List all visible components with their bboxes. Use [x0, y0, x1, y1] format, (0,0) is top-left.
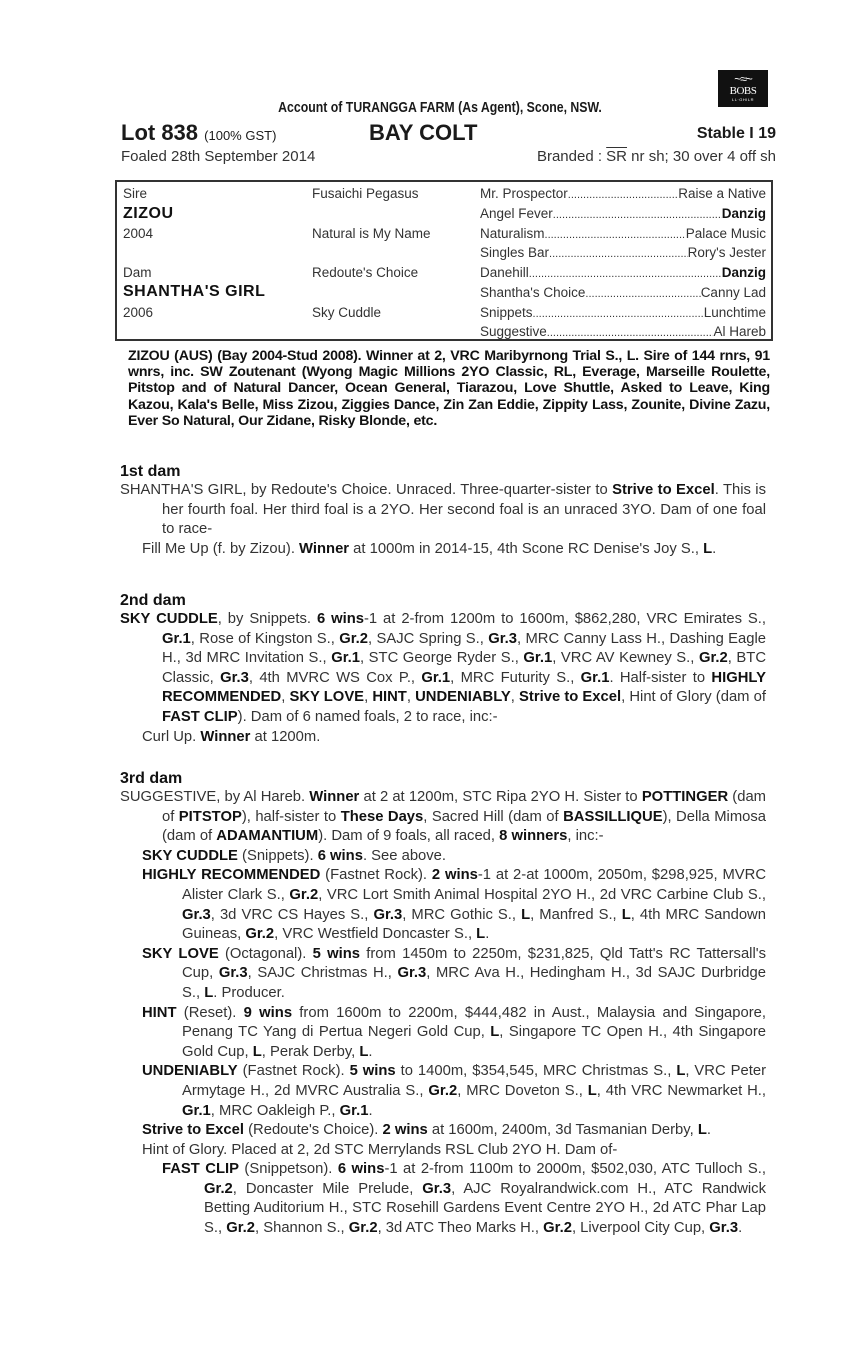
ancestor: Shantha's Choice [480, 285, 586, 300]
win-status: Winner [299, 540, 350, 557]
horse-name: Strive to Excel [612, 482, 715, 498]
lot-number [121, 120, 276, 149]
emphasis-text: 6 wins [337, 1161, 385, 1178]
ancestor: Mr. Prospector [480, 186, 568, 201]
emphasis-text: Gr.3 [218, 965, 248, 982]
text: , [406, 689, 416, 706]
progeny-entry [120, 1062, 766, 1121]
emphasis-text: Gr.1 [331, 650, 360, 667]
text: , VRC AV Kewney S., [552, 650, 699, 667]
ancestor-sire: Palace Music [685, 226, 766, 241]
section-heading: 3rd dam [120, 770, 183, 787]
dam-name: SHANTHA'S GIRL [123, 283, 266, 300]
dam-paragraph [120, 481, 766, 540]
text: at 2 at 1200m, STC Ripa 2YO H. Sister to [359, 789, 642, 805]
emphasis-text: Gr.3 [488, 630, 518, 647]
text: , [364, 689, 373, 706]
emphasis-text: PITSTOP [178, 808, 242, 825]
ancestor-row [480, 322, 766, 343]
text: , VRC Peter Armytage H., 2d MVRC Australia S., [182, 1063, 767, 1099]
emphasis-text: Strive to Excel [519, 689, 622, 706]
emphasis-text: ADAMANTIUM [216, 828, 319, 845]
text: . [368, 1102, 373, 1119]
text: from 1600m to 2200m, $444,482 in Aust., Malaysia and Singapore, Penang TC Yang di Pertua Negeri Gold Cup, [182, 1004, 766, 1041]
text: at 1600m, 2400m, 3d Tasmanian Derby, [427, 1122, 698, 1139]
text: . [368, 1043, 373, 1060]
text: (Snippets). [237, 847, 318, 864]
emphasis-text: L [676, 1063, 686, 1080]
text: , 4th MVRC WS Cox P., [248, 669, 422, 686]
emphasis-text: Gr.1 [580, 669, 610, 686]
ancestor: Snippets [480, 305, 533, 320]
ancestor-row [480, 303, 766, 324]
emphasis-text: SKY LOVE [289, 689, 365, 706]
emphasis-text: 6 wins [316, 611, 364, 627]
ancestor-sire: Rory's Jester [687, 245, 766, 260]
text: (Fastnet Rock). [320, 867, 432, 884]
emphasis-text: Gr.3 [182, 906, 211, 923]
text: . [706, 1122, 711, 1139]
text: -1 at 2-from 1100m to 2000m, $502,030, ATC Tulloch S., [384, 1161, 766, 1178]
emphasis-text: 9 wins [243, 1004, 293, 1021]
text: from 1450m to 2250m, $231,825, Qld Tatt's RC Tattersall's Cup, [182, 945, 766, 982]
granddam-maternal: Sky Cuddle [312, 305, 382, 320]
ancestor-row [480, 263, 766, 284]
emphasis-text: 2 wins [382, 1122, 428, 1139]
text: , SAJC Christmas H., [247, 965, 398, 982]
leader-dots [545, 224, 686, 245]
logo-text: BOBS [729, 85, 757, 97]
grand-progeny-entry [120, 1160, 766, 1238]
ancestor: Suggestive [480, 324, 547, 339]
logo-subtext: LL·GHILR [731, 97, 754, 102]
text: SHANTHA'S GIRL, by Redoute's Choice. Unraced. Three-quarter-sister to [120, 482, 613, 498]
emphasis-text: Gr.1 [523, 650, 553, 667]
text: Fill Me Up (f. by Zizou). [142, 540, 300, 557]
text: (Octagonal). [218, 945, 313, 962]
ancestor: Angel Fever [480, 206, 553, 221]
emphasis-text: 8 winners [499, 828, 568, 845]
emphasis-text: Gr.3 [709, 1220, 739, 1237]
emphasis-text: Gr.1 [162, 630, 191, 647]
dam-paragraph [120, 610, 766, 728]
emphasis-text: 2 wins [431, 867, 478, 884]
emphasis-text: L [697, 1122, 707, 1139]
emphasis-text: BASSILLIQUE [563, 808, 663, 825]
emphasis-text: HIGHLY RECOMMENDED [142, 867, 321, 884]
emphasis-text: Gr.3 [397, 965, 427, 982]
emphasis-text: SKY CUDDLE [120, 611, 218, 627]
ancestor-sire: Danzig [721, 206, 766, 221]
progeny-entry [120, 1121, 766, 1141]
foaled-date: Foaled 28th September 2014 [121, 148, 316, 165]
text: , BTC Classic, [162, 650, 766, 686]
emphasis-text: L [359, 1043, 369, 1060]
emphasis-text: Gr.2 [245, 926, 275, 943]
emphasis-text: Gr.1 [339, 1102, 369, 1119]
leader-dots [533, 303, 704, 324]
text: (Snippetson). [238, 1161, 338, 1178]
emphasis-text: FAST CLIP [162, 708, 238, 725]
text: (dam of [162, 789, 767, 825]
leader-dots [529, 263, 722, 284]
text: , AJC Royalrandwick.com H., ATC Randwick Betting Auditorium H., STC Rosehill Gardens Event Centre 2YO H., 2d ATC Phar Lap S., [204, 1180, 766, 1237]
text: -1 at 2-from 1200m to 1600m, $862,280, VRC Emirates S., [363, 611, 766, 627]
text: , Shannon S., [255, 1220, 349, 1237]
ancestor: Singles Bar [480, 245, 550, 260]
granddam-paternal: Natural is My Name [312, 226, 431, 241]
grandsire-paternal: Fusaichi Pegasus [312, 186, 419, 201]
dam-paragraph [120, 788, 766, 847]
text: , STC George Ryder S., [359, 650, 524, 667]
text: , Doncaster Mile Prelude, [232, 1180, 423, 1197]
emphasis-text: Gr.2 [698, 650, 728, 667]
text: , by Snippets. [217, 611, 317, 627]
gst-note: (100% GST) [204, 128, 277, 143]
emphasis-text: SKY LOVE [142, 945, 219, 962]
progeny-entry [120, 728, 766, 748]
progeny-entry [120, 847, 766, 867]
text: , MRC Doveton S., [457, 1082, 588, 1099]
text: , Manfred S., [530, 906, 622, 923]
sire-label: Sire [123, 186, 148, 201]
emphasis-text: Gr.2 [226, 1220, 255, 1237]
emphasis-text: Gr.1 [182, 1102, 211, 1119]
text: SUGGESTIVE, by Al Hareb. [120, 789, 310, 805]
text: , [510, 689, 520, 706]
text: , 3d ATC Theo Marks H., [377, 1220, 544, 1237]
ancestor: Danehill [480, 265, 529, 280]
ancestor-row [480, 283, 766, 304]
emphasis-text: FAST CLIP [162, 1161, 239, 1178]
text: at 1000m in 2014-15, 4th Scone RC Denise's Joy S., [349, 540, 704, 557]
ancestor-sire: Danzig [721, 265, 766, 280]
ancestor-sire: Al Hareb [713, 324, 766, 339]
race-grade: L [703, 540, 713, 557]
ancestor-row [480, 243, 766, 264]
text: , VRC Lort Smith Animal Hospital 2YO H., 2d VRC Carbine Club S., [318, 886, 766, 903]
sire-year: 2004 [123, 226, 154, 241]
emphasis-text: 5 wins [312, 945, 360, 962]
emphasis-text: L [252, 1043, 262, 1060]
ancestor-row [480, 224, 766, 245]
text: , MRC Ava H., Hedingham H., 3d SAJC Durbridge S., [182, 965, 766, 1001]
brand-mark: $\overline{SR}$ [606, 148, 628, 165]
brand-info [537, 148, 776, 165]
text: . [738, 1220, 743, 1237]
text: , Rose of Kingston S., [190, 630, 340, 647]
emphasis-text: UNDENIABLY [415, 689, 511, 706]
sire-summary: ZIZOU (AUS) (Bay 2004-Stud 2008). Winner at 2, VRC Maribyrnong Trial S., L. Sire of 144 rnrs, 91 wnrs, inc. SW Zoutenant (Wyong Magic Millions 2YO Classic, RL, Everage, Marseille Roulette, Pitstop and of Natural Dancer, Ocean General, Tiarazou, Love Shuttle, Asked to Leave, King Kazou, Kala's Belle, Miss Zizou, Ziggies Dance, Zin Zan Eddie, Zippity Lass, Zounite, Divine Zazu, Ever So Natural, Our Zidane, Risky Blonde, etc. [128, 348, 770, 429]
text: . Half-sister to [609, 669, 712, 686]
text: at 1200m. [250, 728, 321, 745]
emphasis-text: Gr.2 [339, 630, 369, 647]
text: , Singapore TC Open H., 4th Singapore Gold Cup, [182, 1024, 766, 1060]
emphasis-text: Gr.2 [348, 1220, 378, 1237]
text: , MRC Futurity S., [450, 669, 581, 686]
emphasis-text: POTTINGER [641, 789, 729, 805]
ancestor-sire: Canny Lad [700, 285, 766, 300]
leader-dots [553, 204, 722, 225]
ancestor-sire: Lunchtime [703, 305, 766, 320]
text: , inc:- [567, 828, 604, 845]
text: -1 at 2-at 1000m, 2050m, $298,925, MVRC Alister Clark S., [182, 867, 767, 903]
text: to 1400m, $354,545, MRC Christmas S., [395, 1063, 677, 1080]
emphasis-text: L [490, 1024, 500, 1041]
horse-rider-icon: ~≈~ [734, 72, 752, 86]
lot-label: Lot 838 [121, 120, 199, 145]
emphasis-text: 6 wins [317, 847, 363, 864]
text: , Perak Derby, [261, 1043, 360, 1060]
sire-name: ZIZOU [123, 205, 174, 222]
text: (Fastnet Rock). [237, 1063, 350, 1080]
brand-prefix: Branded : [536, 148, 607, 165]
text: , Sacred Hill (dam of [423, 808, 564, 825]
first-dam-section [120, 463, 766, 559]
text: . See above. [362, 847, 447, 864]
emphasis-text: HINT [372, 689, 407, 706]
text: , SAJC Spring S., [368, 630, 489, 647]
text: . [485, 926, 490, 943]
emphasis-text: Gr.3 [422, 1180, 452, 1197]
stable-number: Stable I 19 [696, 125, 776, 142]
text: , MRC Gothic S., [402, 906, 522, 923]
color-sex: BAY COLT [369, 120, 478, 145]
emphasis-text: L [621, 906, 631, 923]
emphasis-text: Gr.2 [204, 1180, 233, 1197]
ancestor-row [480, 184, 766, 205]
ancestor: Naturalism [480, 226, 545, 241]
progeny-entry [120, 1004, 766, 1063]
emphasis-text: 5 wins [349, 1063, 396, 1080]
text: (Reset). [176, 1004, 244, 1021]
text: , MRC Oakleigh P., [210, 1102, 340, 1119]
text: . Producer. [213, 984, 285, 1001]
text: . [712, 540, 717, 557]
emphasis-text: Gr.3 [373, 906, 403, 923]
lot-header [121, 120, 776, 146]
text: , MRC Canny Lass H., Dashing Eagle H., 3d MRC Invitation S., [162, 630, 766, 667]
progeny-entry [120, 945, 766, 1004]
text: Curl Up. [142, 728, 201, 745]
ancestor-row [480, 204, 766, 225]
text: , 4th VRC Newmarket H., [596, 1082, 766, 1099]
text: ). Dam of 9 foals, all raced, [318, 828, 500, 845]
emphasis-text: SKY CUDDLE [142, 847, 238, 864]
emphasis-text: UNDENIABLY [142, 1063, 238, 1080]
dam-year: 2006 [123, 305, 154, 320]
text: (Redoute's Choice). [243, 1122, 383, 1139]
section-heading: 2nd dam [120, 592, 186, 609]
text: , [281, 689, 290, 706]
leader-dots [547, 322, 714, 343]
leader-dots [549, 243, 688, 264]
leader-dots [568, 184, 678, 205]
leader-dots [585, 283, 700, 304]
grandsire-maternal: Redoute's Choice [312, 265, 419, 280]
text: , Liverpool City Cup, [571, 1220, 710, 1237]
text: ), Della Mimosa (dam of [162, 808, 767, 845]
text: ), half-sister to [241, 808, 341, 825]
emphasis-text: Gr.2 [543, 1220, 572, 1237]
emphasis-text: HIGHLY RECOMMENDED [162, 669, 766, 706]
progeny-entry [120, 540, 766, 560]
emphasis-text: Winner [200, 728, 251, 745]
dam-label: Dam [123, 265, 152, 280]
third-dam-section [120, 770, 766, 1239]
emphasis-text: L [587, 1082, 597, 1099]
pedigree-table [115, 180, 773, 341]
progeny-entry [120, 866, 766, 944]
progeny-entry: Hint of Glory. Placed at 2, 2d STC Merrylands RSL Club 2YO H. Dam of- [142, 1141, 618, 1158]
emphasis-text: HINT [142, 1004, 177, 1021]
emphasis-text: Gr.3 [220, 669, 249, 686]
emphasis-text: These Days [340, 808, 424, 825]
brand-suffix: nr sh; 30 over 4 off sh [627, 148, 776, 165]
emphasis-text: L [204, 984, 214, 1001]
text: , 4th MRC Sandown Guineas, [182, 906, 766, 943]
second-dam-section [120, 592, 766, 747]
vendor-account: Account of TURANGGA FARM (As Agent), Scone, NSW. [278, 99, 602, 116]
emphasis-text: L [521, 906, 531, 923]
emphasis-text: L [476, 926, 486, 943]
text: . This is her fourth foal. Her third foal is a 2YO. Her second foal is an unraced 3YO. Dam of one foal to race- [162, 482, 766, 538]
emphasis-text: Gr.1 [421, 669, 451, 686]
emphasis-text: Gr.2 [289, 886, 319, 903]
ancestor-sire: Raise a Native [678, 186, 766, 201]
text: , Hint of Glory (dam of [621, 689, 766, 706]
text: , 3d VRC CS Hayes S., [210, 906, 374, 923]
emphasis-text: Strive to Excel [142, 1122, 244, 1139]
text: ). Dam of 6 named foals, 2 to race, inc:- [237, 708, 498, 725]
section-heading: 1st dam [120, 463, 181, 480]
emphasis-text: Gr.2 [428, 1082, 458, 1099]
text: , VRC Westfield Doncaster S., [274, 926, 477, 943]
emphasis-text: Winner [309, 789, 360, 805]
